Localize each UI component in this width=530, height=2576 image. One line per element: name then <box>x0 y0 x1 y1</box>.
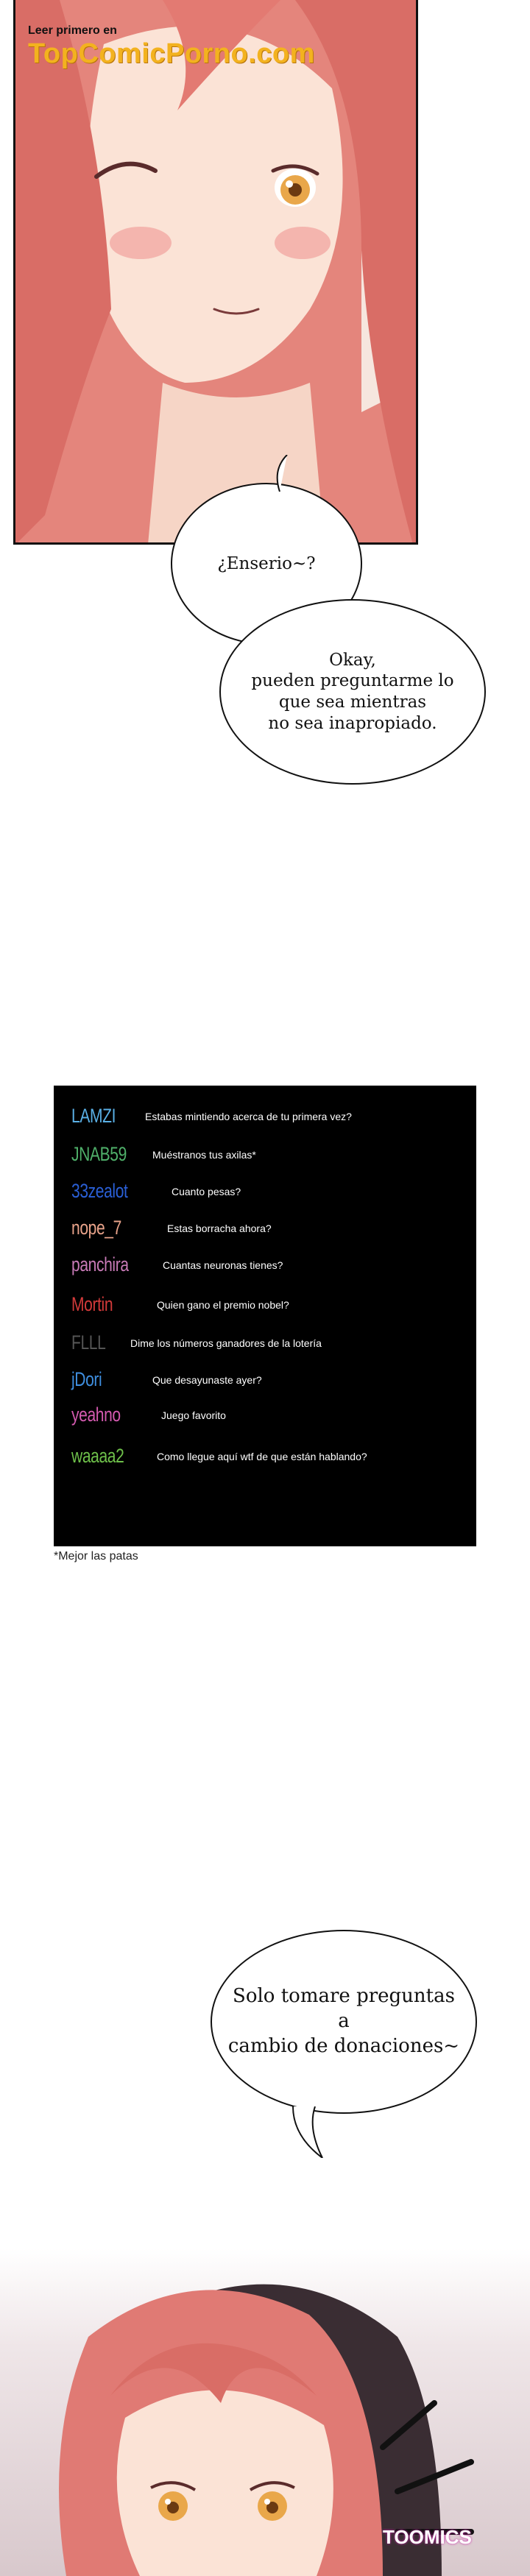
watermark-top <box>28 25 315 68</box>
chat-message: Juego favorito <box>161 1409 226 1421</box>
chat-row <box>71 1105 352 1128</box>
chat-message: Cuanto pesas? <box>172 1186 241 1197</box>
chat-message: Cuantas neuronas tienes? <box>163 1259 283 1271</box>
watermark-line-1: Leer primero en <box>28 24 117 37</box>
chat-message: Estas borracha ahora? <box>167 1222 272 1234</box>
chat-row <box>71 1368 262 1391</box>
chat-row <box>71 1293 289 1316</box>
speech-bubble-donations <box>211 1930 477 2114</box>
chat-message: Quien gano el premio nobel? <box>157 1299 289 1311</box>
speech-bubble-enserio-text: ¿Enserio~? <box>217 554 316 573</box>
chat-username: yeahno <box>71 1404 121 1426</box>
chat-message: Dime los números ganadores de la lotería <box>130 1337 322 1349</box>
chat-username: jDori <box>71 1368 102 1390</box>
speech-bubble-donations-line-2: a <box>338 2010 350 2033</box>
speech-bubble-donations-line-1: Solo tomare preguntas <box>233 1985 455 2008</box>
chat-row <box>71 1331 322 1354</box>
watermark-bottom: TOOMICS <box>383 2526 472 2548</box>
chat-row <box>71 1217 272 1239</box>
chat-message: Como llegue aquí wtf de que están hablando? <box>157 1451 367 1462</box>
chat-username: panchira <box>71 1253 129 1275</box>
speech-bubble-okay-line-3: que sea mientras <box>278 693 427 712</box>
chat-row <box>71 1143 256 1166</box>
chat-username: JNAB59 <box>71 1143 127 1165</box>
watermark-line-2: TopComicPorno.com <box>28 38 315 69</box>
speech-bubble-tail-1 <box>265 455 294 492</box>
chat-message: Que desayunaste ayer? <box>152 1374 262 1386</box>
speech-bubble-okay-line-1: Okay, <box>329 650 376 670</box>
chat-row <box>71 1445 367 1468</box>
speech-bubble-okay-line-4: no sea inapropiado. <box>268 713 437 733</box>
livestream-chat-box <box>54 1086 476 1546</box>
speech-bubble-okay <box>219 599 486 785</box>
chat-row <box>71 1404 226 1426</box>
top-comic-panel <box>13 0 418 545</box>
footnote: *Mejor las patas <box>54 1550 138 1563</box>
chat-username: LAMZI <box>71 1105 116 1127</box>
chat-username: waaaa2 <box>71 1445 124 1467</box>
chat-message: Estabas mintiendo acerca de tu primera vez? <box>145 1111 352 1122</box>
speech-bubble-tail-3 <box>286 2106 330 2158</box>
speech-bubble-okay-line-2: pueden preguntarme lo <box>251 671 454 691</box>
character-winking-illustration <box>15 0 418 545</box>
speech-bubble-donations-line-3: cambio de donaciones~ <box>227 2034 460 2057</box>
chat-message: Muéstranos tus axilas* <box>152 1149 256 1161</box>
chat-row <box>71 1253 283 1276</box>
chat-username: FLLL <box>71 1331 106 1354</box>
chat-username: nope_7 <box>71 1217 121 1239</box>
chat-username: 33zealot <box>71 1180 128 1202</box>
chat-username: Mortin <box>71 1293 113 1315</box>
chat-row <box>71 1180 241 1203</box>
